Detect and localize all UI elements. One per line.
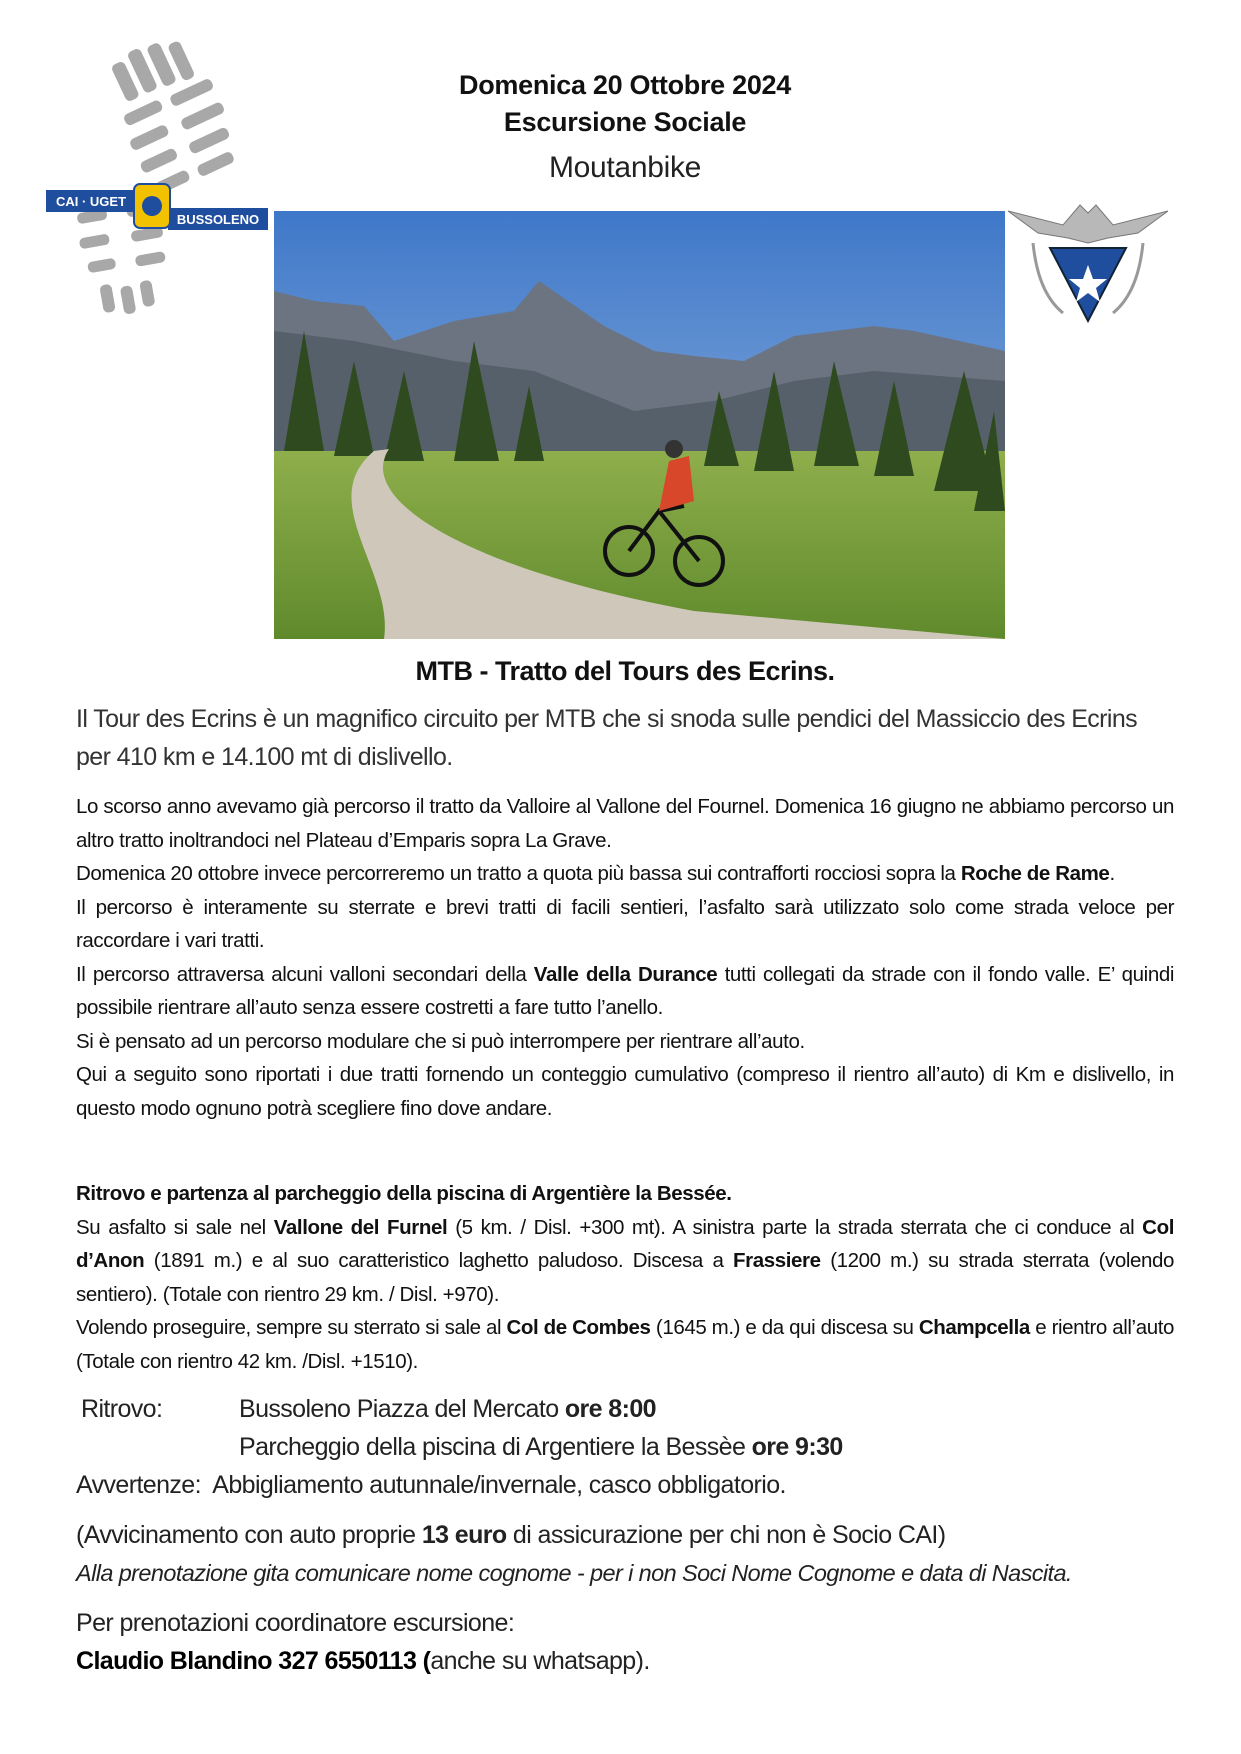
cost-pre: (Avvicinamento con auto proprie — [76, 1521, 422, 1549]
bold-text: Vallone del Furnel — [273, 1215, 448, 1239]
event-type: Escursione Sociale — [503, 107, 747, 137]
contact — [76, 1642, 1174, 1680]
event-subtitle: Moutanbike — [548, 151, 702, 184]
bold-text: Col d’Anon — [76, 1215, 1174, 1272]
text: Lo scorso anno avevamo già percorso il tratto da Valloire al Vallone del Fournel. Domenica 16 giugno ne abbiamo percorso un altro tratto inoltrandoci nel Plateau d’Emparis sopra La Grave. — [76, 795, 1174, 852]
club-alpino-italiano-logo — [1008, 203, 1168, 328]
bold-text: Valle della Durance — [533, 962, 718, 986]
meeting-1-time: ore 8:00 — [564, 1395, 656, 1423]
text: Volendo proseguire, sempre su sterrato si sale al — [76, 1316, 507, 1339]
event-info — [76, 1390, 1174, 1680]
paragraph — [76, 958, 1174, 1025]
svg-text:BUSSOLENO: BUSSOLENO — [176, 212, 260, 227]
contact-name-phone: Claudio Blandino 327 6550113 ( — [76, 1647, 431, 1675]
bold-text: Col de Combes — [506, 1316, 651, 1339]
text: Si è pensato ad un percorso modulare che si può interrompere per rientrare all’auto. — [76, 1029, 805, 1053]
warnings-label: Avvertenze: — [76, 1471, 201, 1499]
text: Il percorso attraversa alcuni valloni secondari della — [76, 962, 534, 986]
text: (1891 m.) e al suo caratteristico laghetto paludoso. Discesa a — [144, 1249, 734, 1272]
svg-text:CAI · UGET: CAI · UGET — [55, 194, 127, 209]
meeting-1-place: Bussoleno Piazza del Mercato — [239, 1395, 565, 1423]
meeting-1 — [239, 1390, 656, 1428]
text: Qui a seguito sono riportati i due tratti fornendo un conteggio cumulativo (compreso il rientro all’auto) di Km e dislivello, in questo modo ognuno potrà scegliere fino dove andare. — [76, 1063, 1174, 1120]
route-intro: Il Tour des Ecrins è un magnifico circuito per MTB che si snoda sulle pendici del Massiccio des Ecrins per 410 km e 14.100 mt di dislivello. — [76, 705, 1138, 771]
text: (1645 m.) e da qui discesa su — [650, 1316, 919, 1339]
meeting-row-1 — [76, 1390, 1174, 1428]
meeting-2-time: ore 9:30 — [751, 1433, 843, 1461]
bold-text: Champcella — [918, 1316, 1030, 1339]
mountain-bike-photo — [274, 211, 1005, 639]
paragraph — [76, 790, 1174, 857]
text: e rientro all’auto (Totale con rientro 42 km. /Disl. +1510). — [76, 1316, 1174, 1373]
text: . — [1109, 862, 1115, 885]
bold-text: Frassiere — [733, 1249, 821, 1272]
text: tutti collegati da strade con il fondo valle. E’ quindi possibile rientrare all’auto senza essere costretti a fare tutto l’anello. — [76, 962, 1174, 1019]
event-header — [300, 66, 950, 192]
paragraph — [76, 1311, 1174, 1378]
contact-label: Per prenotazioni coordinatore escursione: — [76, 1609, 515, 1637]
paragraph — [76, 1211, 1174, 1312]
text: Il percorso è interamente su sterrate e brevi tratti di facili sentieri, l’asfalto sarà utilizzato solo come strada veloce per raccordare i vari tratti. — [76, 895, 1174, 952]
route-title: MTB - Tratto del Tours des Ecrins. — [415, 656, 835, 686]
paragraph — [76, 1025, 1174, 1059]
warnings — [76, 1466, 1174, 1504]
paragraph — [76, 891, 1174, 958]
route-description — [76, 790, 1174, 1125]
paragraph — [76, 1177, 1174, 1211]
cost-amount: 13 euro — [421, 1521, 507, 1549]
meeting-2-place: Parcheggio della piscina di Argentiere la Bessèe — [239, 1433, 752, 1461]
bold-text: Ritrovo e partenza al parcheggio della piscina di Argentière la Bessée. — [76, 1182, 732, 1205]
paragraph — [76, 857, 1174, 891]
booking-note: Alla prenotazione gita comunicare nome cognome - per i non Soci Nome Cognome e data di Nascita. — [76, 1560, 1072, 1586]
meeting-label: Ritrovo: — [81, 1395, 163, 1423]
text: (1200 m.) su strada sterrata (volendo sentiero). (Totale con rientro 29 km. / Disl. +970). — [76, 1249, 1175, 1306]
cost-post: di assicurazione per chi non è Socio CAI) — [506, 1521, 946, 1549]
contact-note: anche su whatsapp). — [430, 1647, 650, 1675]
cai-uget-bussoleno-logo — [46, 34, 268, 324]
event-date: Domenica 20 Ottobre 2024 — [459, 70, 791, 100]
text: (5 km. / Disl. +300 mt). A sinistra parte la strada sterrata che ci conduce al — [447, 1215, 1143, 1239]
warnings-text: Abbigliamento autunnale/invernale, casco obbligatorio. — [212, 1471, 786, 1499]
meeting-2 — [76, 1428, 1174, 1466]
text: Su asfalto si sale nel — [76, 1215, 274, 1239]
cost-note — [76, 1516, 1174, 1554]
bold-text: Roche de Rame — [960, 862, 1110, 885]
paragraph — [76, 1058, 1174, 1125]
text: Domenica 20 ottobre invece percorreremo un tratto a quota più bassa sui contrafforti rocciosi sopra la — [76, 862, 961, 885]
route-itinerary — [76, 1177, 1174, 1378]
